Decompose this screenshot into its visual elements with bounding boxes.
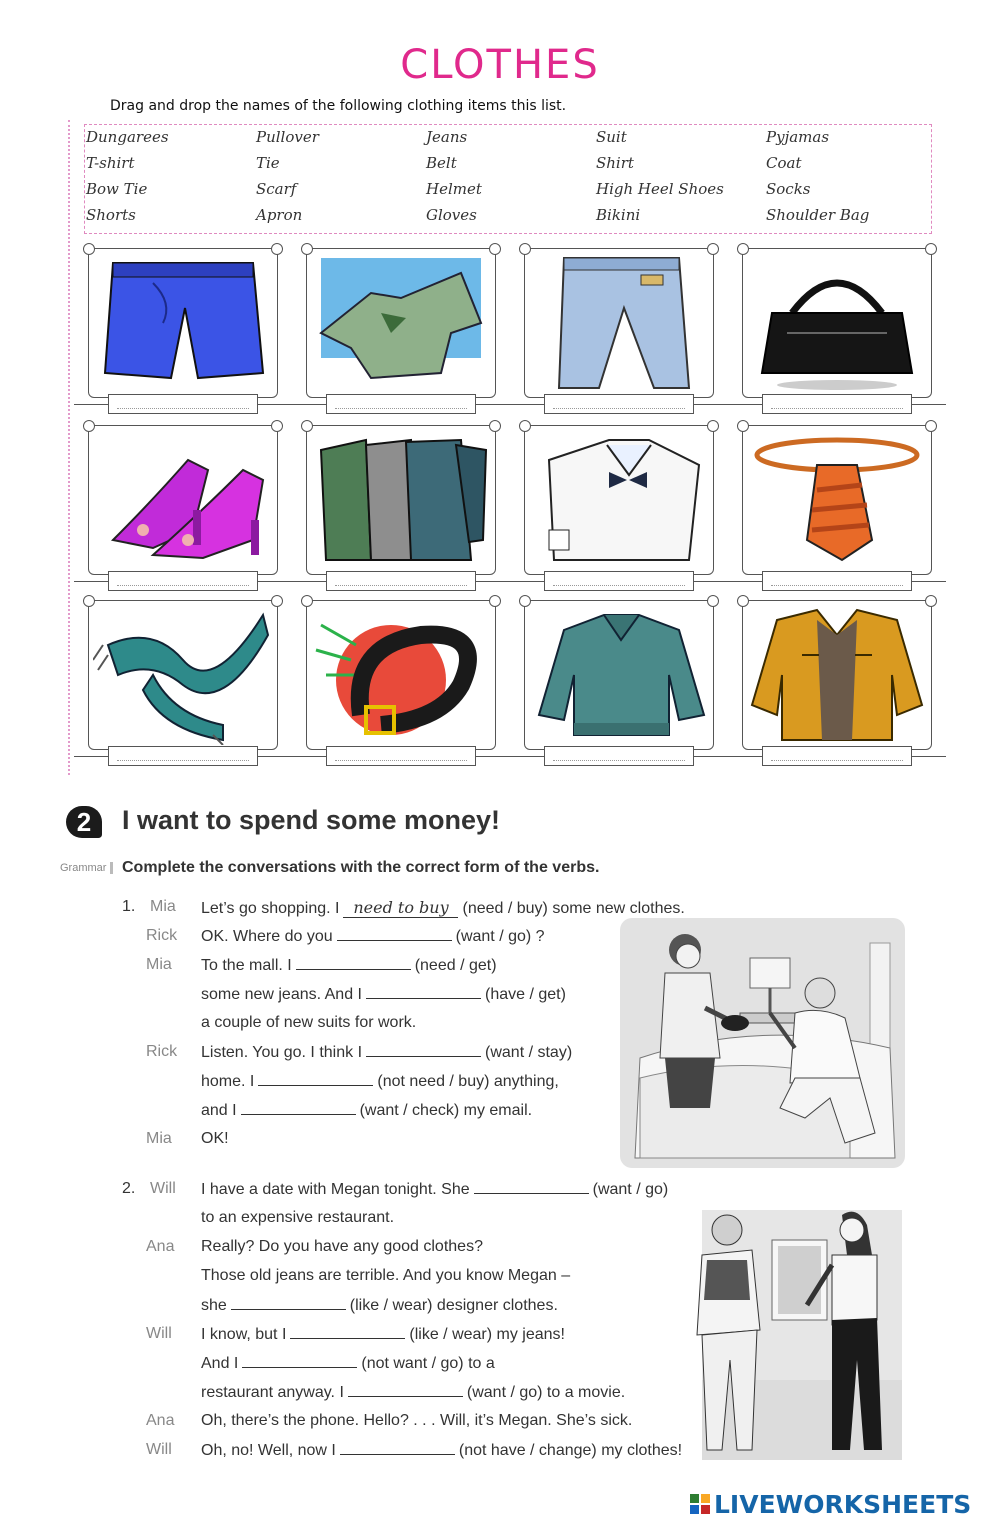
word-bank-item[interactable]: Coat	[766, 154, 802, 172]
answer-drop-zone[interactable]	[742, 743, 932, 769]
dialogue-text: I know, but I	[201, 1326, 287, 1343]
word-bank-item[interactable]: Belt	[426, 154, 457, 172]
dialogue-text: Listen. You go. I think I	[201, 1044, 363, 1061]
verb-hint: (have / get)	[484, 986, 566, 1003]
grammar-instruction: Complete the conversations with the correct form of the verbs.	[122, 859, 600, 876]
dialogue-text: To the mall. I	[201, 957, 292, 974]
word-bank-item[interactable]: Bow Tie	[86, 180, 148, 198]
verb-hint: (not need / buy) anything,	[377, 1073, 559, 1090]
verb-blank-input[interactable]	[296, 956, 411, 970]
dialogue-text: OK!	[201, 1130, 229, 1147]
answer-drop-zone[interactable]	[742, 391, 932, 417]
word-bank-item[interactable]: Shoulder Bag	[766, 206, 870, 224]
verb-hint: (need / get)	[414, 957, 497, 974]
answer-box[interactable]	[326, 746, 476, 766]
page-title: CLOTHES	[400, 42, 600, 88]
speaker-name: Rick	[146, 927, 178, 944]
verb-blank-input[interactable]	[241, 1101, 356, 1115]
verb-blank-input[interactable]	[340, 1441, 455, 1455]
dialogue-line	[201, 985, 566, 1004]
suits-icon	[311, 430, 491, 570]
picture-card	[88, 425, 278, 575]
word-bank-item[interactable]: High Heel Shoes	[596, 180, 724, 198]
word-bank-item[interactable]: Suit	[596, 128, 627, 146]
dialogue-text: a couple of new suits for work.	[201, 1014, 417, 1031]
dialogue-line	[201, 898, 685, 918]
verb-blank-input[interactable]	[290, 1325, 405, 1339]
word-bank-item[interactable]: Pyjamas	[766, 128, 830, 146]
dialogue-line	[201, 1043, 572, 1062]
speaker-name: Will	[150, 1180, 176, 1197]
answer-drop-zone[interactable]	[306, 568, 496, 594]
picture-card	[524, 600, 714, 750]
answer-box[interactable]	[108, 746, 258, 766]
verb-hint: (like / wear) my jeans!	[409, 1326, 565, 1343]
answer-box[interactable]	[762, 394, 912, 414]
shorts-icon	[93, 253, 273, 393]
picture-card	[524, 425, 714, 575]
dialogue-line	[201, 1412, 632, 1430]
speaker-name: Will	[146, 1441, 172, 1458]
answer-drop-zone[interactable]	[306, 743, 496, 769]
verb-blank-input[interactable]	[366, 1043, 481, 1057]
dialogue-line	[201, 1209, 394, 1227]
dialogue-text: home. I	[201, 1073, 255, 1090]
shoulder-bag-icon	[747, 253, 927, 393]
answer-drop-zone[interactable]	[88, 391, 278, 417]
word-bank-item[interactable]: Scarf	[256, 180, 297, 198]
word-bank-item[interactable]: Shirt	[596, 154, 634, 172]
verb-hint: (not want / go) to a	[361, 1355, 495, 1372]
conversation-number: 1.	[122, 898, 136, 915]
speaker-name: Mia	[150, 898, 176, 915]
section-title: I want to spend some money!	[122, 805, 501, 835]
grammar-tag: Grammar	[60, 862, 113, 874]
picture-card	[742, 248, 932, 398]
shirt-bow-tie-icon	[529, 430, 709, 570]
speaker-name: Rick	[146, 1043, 178, 1060]
speaker-name: Will	[146, 1325, 172, 1342]
margin-line	[68, 120, 70, 775]
answer-box[interactable]	[762, 746, 912, 766]
verb-hint: (want / check) my email.	[359, 1102, 533, 1119]
dialogue-text: I have a date with Megan tonight. She	[201, 1181, 470, 1198]
answer-drop-zone[interactable]	[88, 568, 278, 594]
dialogue-line	[201, 1180, 668, 1199]
dialogue-line	[201, 1101, 532, 1120]
pullover-icon	[529, 605, 709, 745]
answer-box[interactable]	[108, 571, 258, 591]
answer-drop-zone[interactable]	[524, 568, 714, 594]
scarf-icon	[93, 605, 273, 745]
word-bank-item[interactable]: Apron	[256, 206, 303, 224]
verb-hint: (want / go)	[592, 1181, 669, 1198]
verb-hint: (want / go) ?	[455, 928, 545, 945]
answer-drop-zone[interactable]	[524, 743, 714, 769]
dialogue-line	[201, 1072, 559, 1091]
word-bank-item[interactable]: Jeans	[426, 128, 468, 146]
answer-box[interactable]	[544, 746, 694, 766]
section-number-badge: 2	[66, 806, 102, 838]
picture-card	[742, 600, 932, 750]
verb-blank-input[interactable]	[258, 1072, 373, 1086]
verb-blank-input[interactable]	[231, 1296, 346, 1310]
high-heel-shoes-icon	[93, 430, 273, 570]
word-bank-item[interactable]: Bikini	[596, 206, 641, 224]
speaker-name: Ana	[146, 1412, 175, 1429]
word-bank-item[interactable]: T-shirt	[86, 154, 135, 172]
picture-card	[306, 425, 496, 575]
tshirt-icon	[311, 253, 491, 393]
answer-box[interactable]	[326, 571, 476, 591]
dialogue-text: OK. Where do you	[201, 928, 333, 945]
illustration-will-ana	[682, 1200, 910, 1465]
tie-icon	[747, 430, 927, 570]
verb-hint: (like / wear) designer clothes.	[349, 1297, 558, 1314]
dialogue-line	[201, 1014, 416, 1032]
verb-hint: (want / go) to a movie.	[466, 1384, 626, 1401]
illustration-mia-rick	[620, 918, 905, 1168]
dialogue-line	[201, 1296, 558, 1315]
speaker-name: Mia	[146, 956, 172, 973]
verb-blank-input[interactable]	[366, 985, 481, 999]
word-bank-item[interactable]: Dungarees	[86, 128, 169, 146]
verb-hint: (not have / change) my clothes!	[458, 1442, 683, 1459]
dialogue-text: Those old jeans are terrible. And you know Megan –	[201, 1267, 571, 1284]
word-bank-item[interactable]: Tie	[256, 154, 280, 172]
answer-drop-zone[interactable]	[88, 743, 278, 769]
dialogue-line	[201, 1267, 570, 1285]
instruction-text: Drag and drop the names of the following clothing items this list.	[110, 98, 567, 114]
word-bank-item[interactable]: Pullover	[256, 128, 319, 146]
coat-icon	[747, 605, 927, 745]
picture-card	[88, 600, 278, 750]
word-bank-item[interactable]: Helmet	[426, 180, 482, 198]
word-bank-item[interactable]: Socks	[766, 180, 811, 198]
picture-card	[306, 600, 496, 750]
verb-blank-input[interactable]	[242, 1354, 357, 1368]
dialogue-text: to an expensive restaurant.	[201, 1209, 395, 1226]
example-answer: need to buy	[343, 898, 458, 918]
picture-card	[742, 425, 932, 575]
dialogue-line	[201, 1354, 495, 1373]
answer-box[interactable]	[544, 394, 694, 414]
dialogue-text: Let’s go shopping. I	[201, 900, 340, 917]
answer-drop-zone[interactable]	[306, 391, 496, 417]
verb-blank-input[interactable]	[474, 1180, 589, 1194]
dialogue-text: Oh, no! Well, now I	[201, 1442, 336, 1459]
verb-blank-input[interactable]	[348, 1383, 463, 1397]
word-bank-item[interactable]: Gloves	[426, 206, 477, 224]
dialogue-text: And I	[201, 1355, 239, 1372]
speaker-name: Ana	[146, 1238, 175, 1255]
verb-hint: (need / buy) some new clothes.	[462, 900, 685, 917]
picture-card	[524, 248, 714, 398]
answer-box[interactable]	[326, 394, 476, 414]
speaker-name: Mia	[146, 1130, 172, 1147]
dialogue-text: she	[201, 1297, 227, 1314]
dialogue-text: Really? Do you have any good clothes?	[201, 1238, 483, 1255]
answer-drop-zone[interactable]	[524, 391, 714, 417]
answer-box[interactable]	[108, 394, 258, 414]
dialogue-text: and I	[201, 1102, 237, 1119]
verb-blank-input[interactable]	[337, 927, 452, 941]
dialogue-line	[201, 956, 497, 975]
dialogue-line	[201, 1325, 565, 1344]
belt-icon	[311, 605, 491, 745]
liveworksheets-logo-icon	[690, 1494, 710, 1514]
answer-box[interactable]	[544, 571, 694, 591]
answer-box[interactable]	[762, 571, 912, 591]
picture-card	[88, 248, 278, 398]
verb-hint: (want / stay)	[485, 1044, 573, 1061]
dialogue-line	[201, 1383, 625, 1402]
word-bank-item[interactable]: Shorts	[86, 206, 136, 224]
dialogue-line	[201, 1238, 483, 1256]
jeans-icon	[529, 253, 709, 393]
liveworksheets-logo: LIVEWORKSHEETS	[714, 1490, 972, 1519]
dialogue-text: some new jeans. And I	[201, 986, 362, 1003]
dialogue-text: Oh, there’s the phone. Hello? . . . Will, it’s Megan. She’s sick.	[201, 1412, 633, 1429]
conversation-number: 2.	[122, 1180, 136, 1197]
picture-card	[306, 248, 496, 398]
dialogue-line	[201, 1441, 682, 1460]
dialogue-line	[201, 1130, 229, 1148]
dialogue-line	[201, 927, 545, 946]
answer-drop-zone[interactable]	[742, 568, 932, 594]
dialogue-text: restaurant anyway. I	[201, 1384, 344, 1401]
word-bank	[86, 128, 936, 232]
